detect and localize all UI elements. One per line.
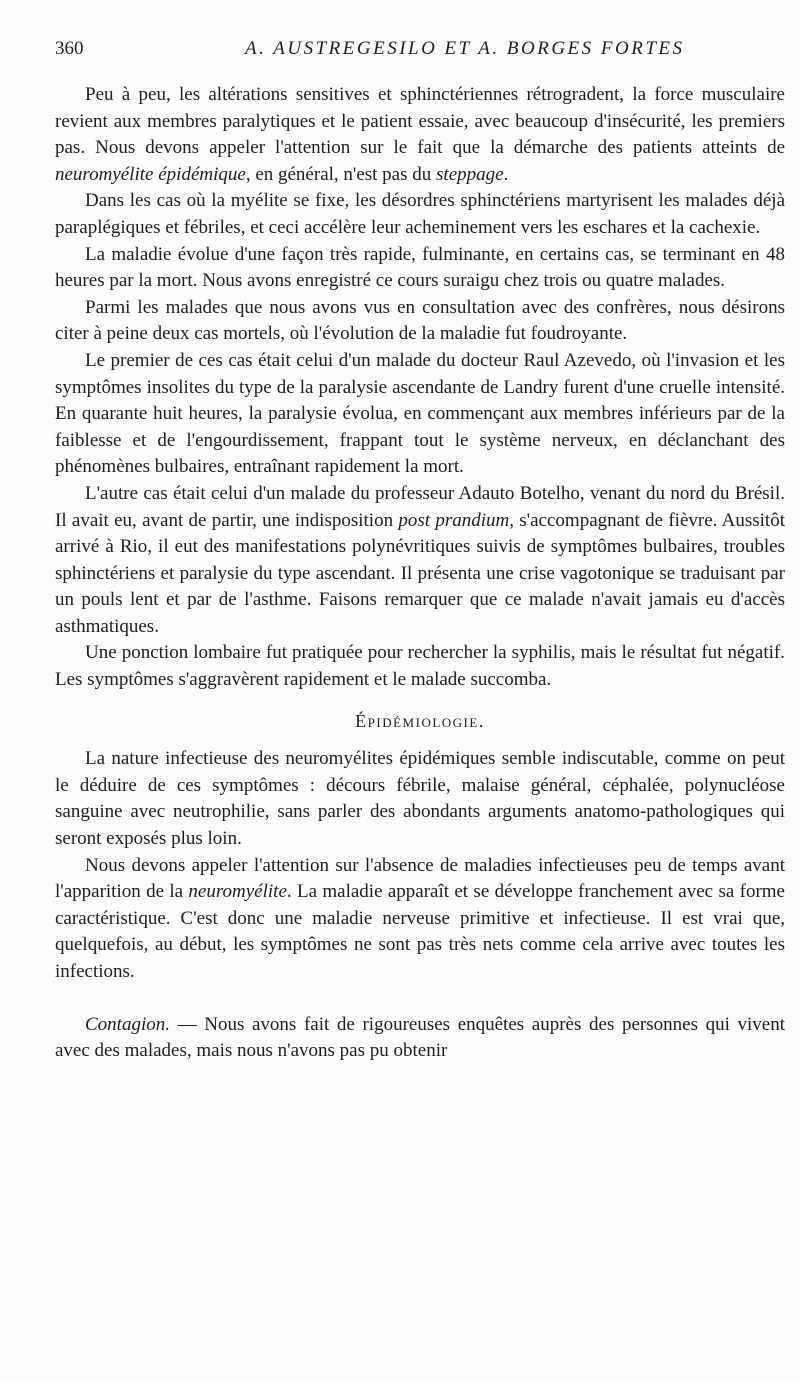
paragraph: Le premier de ces cas était celui d'un malade du docteur Raul Azevedo, où l'invasion et les symptômes insolites du type de la paralysie ascendante de Landry furent d'une cruelle intensité. En quarante huit heures, la paralysie évolua, en commençant aux membres inférieurs par de la faiblesse et de l'engourdissement, frappant tout le système nerveux, en déclanchant des phénomènes bulbaires, entraînant rapidement la mort.: [55, 349, 785, 478]
paragraph: La maladie évolue d'une façon très rapide, fulminante, en certains cas, se terminant en 48 heures par la mort. Nous avons enregistré ce cours suraigu chez trois ou quatre malades.: [55, 243, 785, 292]
section-heading: Épidémiologie.: [355, 710, 485, 731]
body-text: [55, 82, 785, 1065]
page-header: [55, 38, 775, 68]
paragraph: Parmi les malades que nous avons vus en consultation avec des confrères, nous désirons citer à peine deux cas mortels, où l'évolution de la maladie fut foudroyante.: [55, 296, 785, 345]
italic-term: post prandium: [398, 509, 510, 531]
paragraph-contagion: Contagion. — Nous avons fait de rigoureuses enquêtes auprès des personnes qui vivent avec des malades, mais nous n'avons pas pu obtenir: [55, 1013, 785, 1062]
paragraph: Peu à peu, les altérations sensitives et sphinctériennes rétrogradent, la force musculaire revient aux membres paralytiques et le patient essaie, avec beaucoup d'insécurité, les premiers pas. Nous devons appeler l'attention sur le fait que la démarche des patients atteints de neuromyélite épidémique, en général, n'est pas du steppage.: [55, 84, 785, 185]
paragraph: Dans les cas où la myélite se fixe, les désordres sphinctériens martyrisent les malades déjà paraplégiques et fébriles, et ceci accélère leur acheminement vers les eschares et la cachexie.: [55, 190, 785, 238]
italic-term: neuromyélite épidémique: [55, 163, 246, 185]
paragraph: Nous devons appeler l'attention sur l'absence de maladies infectieuses peu de temps avant l'apparition de la neuromyélite. La maladie apparaît et se développe franchement avec sa forme caractéristique. C'est donc une maladie nerveuse primitive et infectieuse. Il est vrai que, quelquefois, au début, les symptômes ne sont pas très nets comme cela arrive avec toutes les infections.: [55, 854, 785, 982]
running-head: A. AUSTREGESILO ET A. BORGES FORTES: [245, 38, 685, 59]
paragraph: Une ponction lombaire fut pratiquée pour rechercher la syphilis, mais le résultat fut négatif. Les symptômes s'aggravèrent rapidement et le malade succomba.: [55, 642, 785, 691]
paragraph: La nature infectieuse des neuromyélites épidémiques semble indiscutable, comme on peut le déduire de ces symptômes : décours fébrile, malaise général, céphalée, polynucléose sanguine avec neutrophilie, sans parler des abondants arguments anatomo-pathologiques qui seront exposés plus loin.: [55, 748, 785, 850]
page-number: 360: [55, 38, 84, 59]
italic-term: steppage: [436, 163, 504, 185]
contagion-lead: Contagion.: [85, 1013, 170, 1035]
paragraph: L'autre cas était celui d'un malade du professeur Adauto Botelho, venant du nord du Brésil. Il avait eu, avant de partir, une indisposition post prandium, s'accompagnant de fièvre. Aussitôt arrivé à Rio, il eut des manifestations polynévritiques suivis de symptômes bulbaires, troubles sphinctériens et paralysie du type ascendant. Il présenta une crise vagotonique se traduisant par un pouls lent et par de l'asthme. Faisons remarquer que ce malade n'avait jamais eu d'accès asthmatiques.: [55, 482, 785, 637]
italic-term: neuromyélite: [188, 881, 287, 903]
